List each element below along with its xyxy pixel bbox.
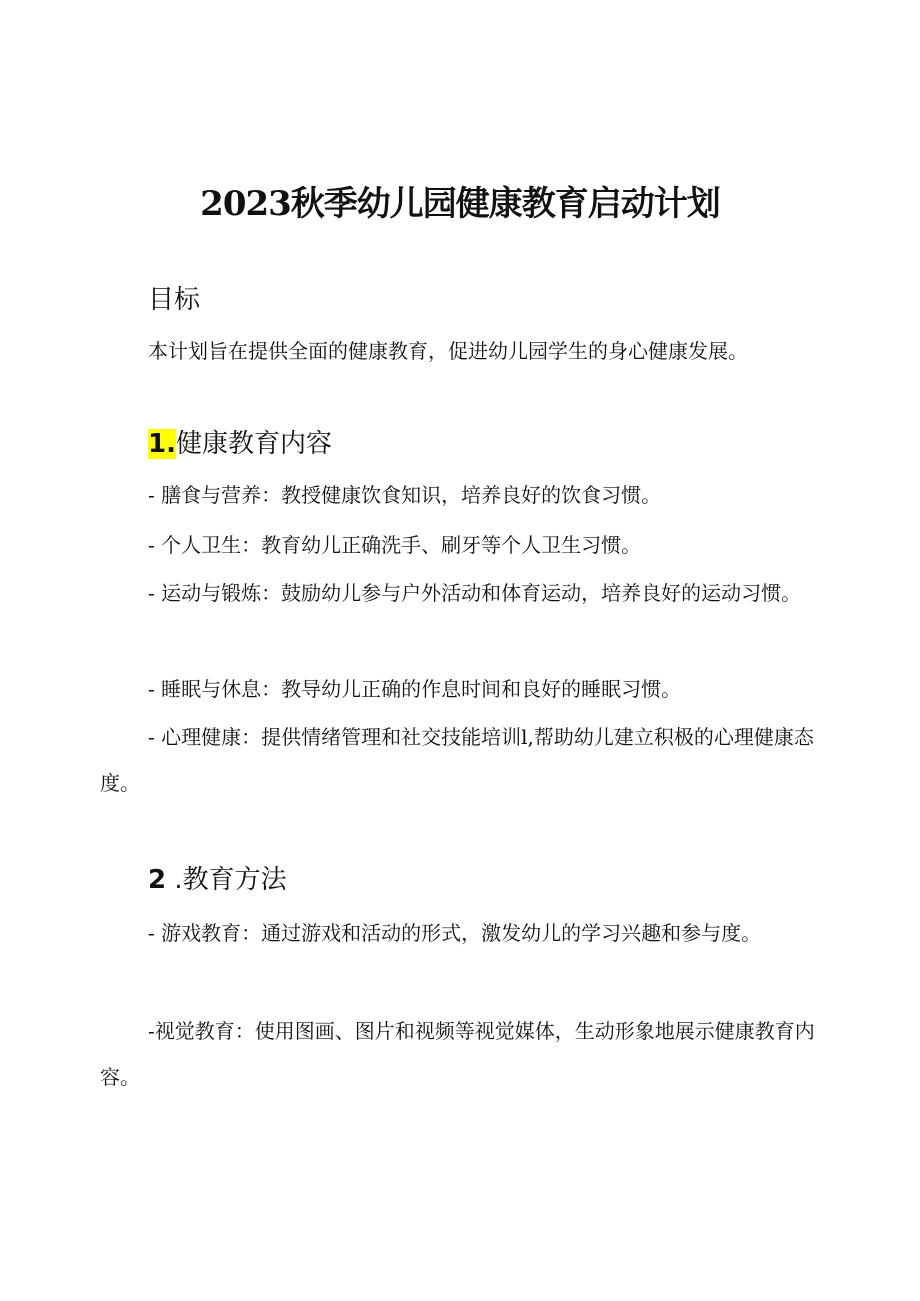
section1-number: 1. — [148, 429, 176, 459]
section2-item-game: - 游戏教育：通过游戏和活动的形式，激发幼儿的学习兴趣和参与度。 — [148, 921, 762, 945]
goal-text: 本计划旨在提供全面的健康教育，促进幼儿园学生的身心健康发展。 — [148, 339, 748, 363]
section1-item-exercise: - 运动与锻炼：鼓励幼儿参与户外活动和体育运动，培养良好的运动习惯。 — [148, 581, 802, 605]
section1-item-diet: - 膳食与营养：教授健康饮食知识，培养良好的饮食习惯。 — [148, 483, 662, 507]
section2-heading — [148, 862, 287, 898]
document-title: 2023秋季幼儿园健康教育启动计划 — [200, 184, 720, 224]
section2-item-visual: -视觉教育：使用图画、图片和视频等视觉媒体，生动形象地展示健康教育内容。 — [100, 1019, 815, 1089]
section2-title: .教育方法 — [166, 865, 287, 895]
section2-number: 2 — [148, 865, 167, 895]
section1-heading — [148, 426, 332, 462]
section1-item-hygiene: - 个人卫生：教育幼儿正确洗手、刷牙等个人卫生习惯。 — [148, 533, 642, 557]
section1-item-sleep: - 睡眠与休息：教导幼儿正确的作息时间和良好的睡眠习惯。 — [148, 677, 682, 701]
section1-item-mental: - 心理健康：提供情绪管理和社交技能培训l,帮助幼儿建立积极的心理健康态度。 — [100, 725, 814, 795]
goal-heading: 目标 — [148, 285, 201, 315]
section1-title: 健康教育内容 — [175, 429, 332, 459]
